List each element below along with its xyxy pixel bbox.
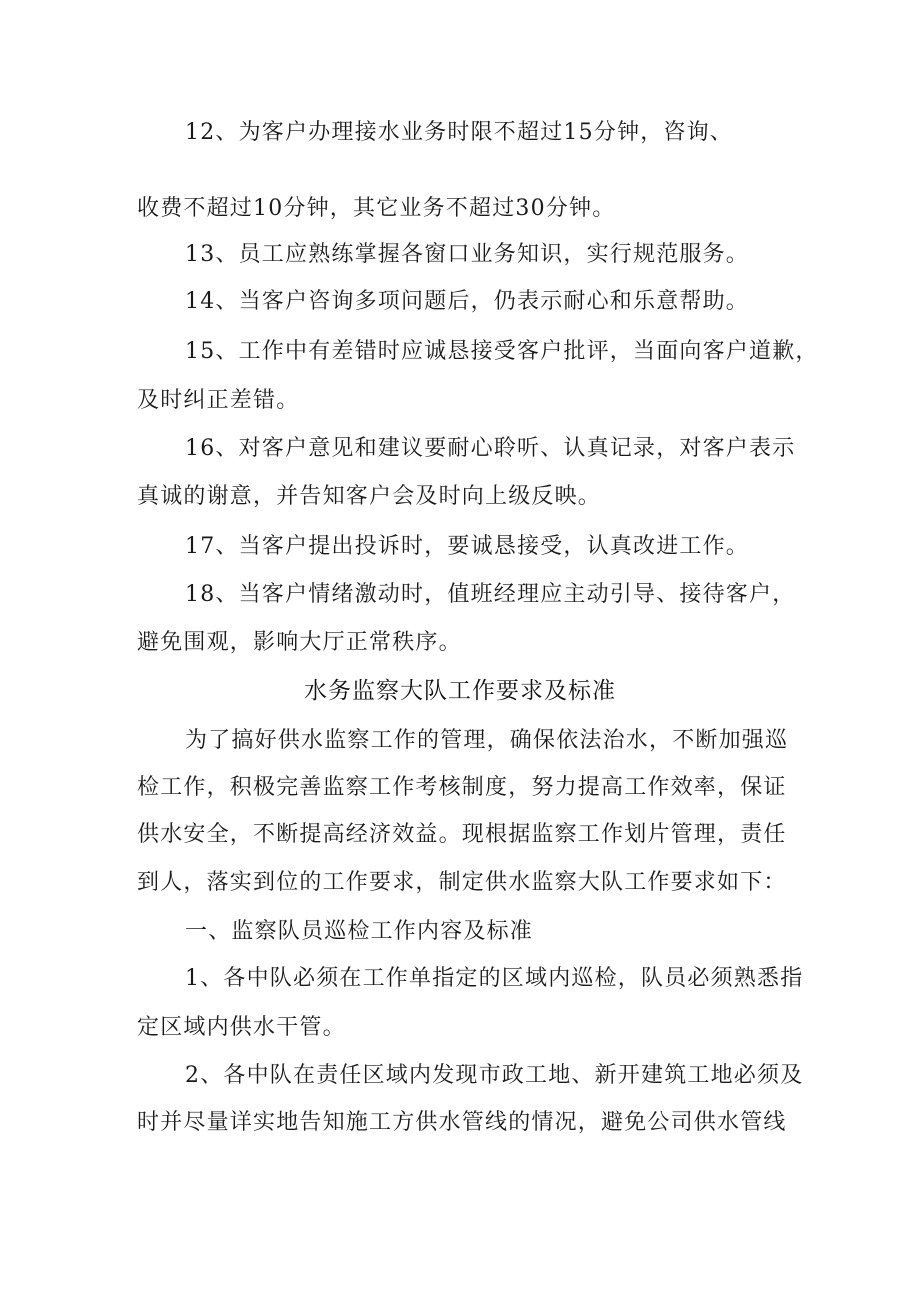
paragraph-16-line-1: 16、对客户意见和建议要耐心聆听、认真记录，对客户表示 [185,436,796,461]
intro-line-1: 为了搞好供水监察工作的管理，确保依法治水，不断加强巡 [185,728,789,753]
section-title: 水务监察大队工作要求及标准 [304,678,616,704]
paragraph-15-line-2: 及时纠正差错。 [137,388,300,413]
paragraph-18-line-2: 避免围观，影响大厅正常秩序。 [137,630,462,655]
item-2-line-2: 时并尽量详实地告知施工方供水管线的情况，避免公司供水管线 [137,1110,787,1135]
subsection-heading: 一、监察队员巡检工作内容及标准 [185,919,534,944]
intro-line-2: 检工作，积极完善监察工作考核制度，努力提高工作效率，保证 [137,775,787,800]
paragraph-12-line-1: 12、为客户办理接水业务时限不超过15分钟，咨询、 [185,120,733,145]
intro-line-3: 供水安全，不断提高经济效益。现根据监察工作划片管理，责任 [137,822,787,847]
item-2-line-1: 2、各中队在责任区域内发现市政工地、新开建筑工地必须及 [185,1063,804,1088]
paragraph-14: 14、当客户咨询多项问题后，仍表示耐心和乐意帮助。 [185,289,749,314]
paragraph-16-line-2: 真诚的谢意，并告知客户会及时向上级反映。 [137,484,602,509]
intro-line-4: 到人，落实到位的工作要求，制定供水监察大队工作要求如下： [137,870,787,895]
paragraph-18-line-1: 18、当客户情绪激动时，值班经理应主动引导、接待客户， [185,582,796,607]
paragraph-13: 13、员工应熟练掌握各窗口业务知识，实行规范服务。 [185,242,749,267]
paragraph-15-line-1: 15、工作中有差错时应诚恳接受客户批评，当面向客户道歉， [185,339,819,364]
item-1-line-1: 1、各中队必须在工作单指定的区域内巡检，队员必须熟悉指 [185,966,804,991]
paragraph-17: 17、当客户提出投诉时，要诚恳接受，认真改进工作。 [185,534,749,559]
item-1-line-2: 定区域内供水干管。 [137,1015,346,1040]
paragraph-12-line-2: 收费不超过10分钟，其它业务不超过30分钟。 [137,196,616,221]
